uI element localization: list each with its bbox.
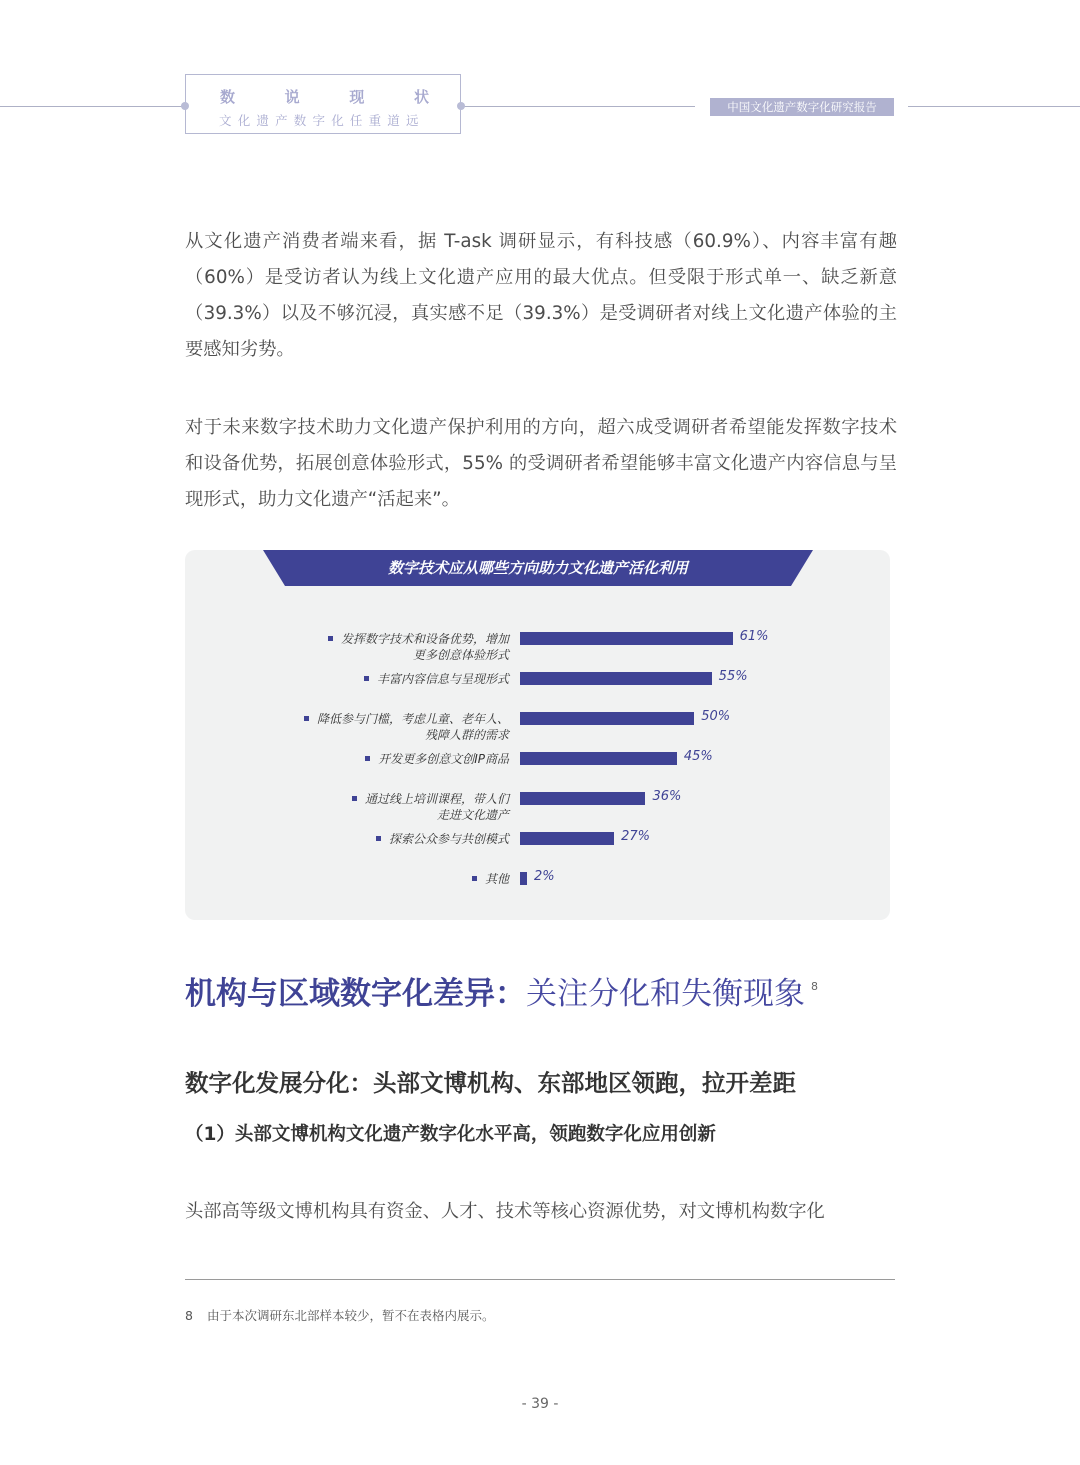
footnote-ref[interactable]: 8 [811,980,818,993]
paragraph-consumer-view: 从文化遗产消费者端来看，据 T-ask 调研显示，有科技感（60.9%）、内容丰富有趣（60%）是受访者认为线上文化遗产应用的最大优点。但受限于形式单一、缺乏新意（39.3%）以及不够沉浸，真实感不足（39.3%）是受调研者对线上文化遗产体验的主要感知劣势。 [185,231,897,360]
subheading: 数字化发展分化：头部文博机构、东部地区领跑，拉开差距 [185,1069,796,1097]
paragraph-future-direction: 对于未来数字技术助力文化遗产保护利用的方向，超六成受调研者希望能发挥数字技术和设备优势，拓展创意体验形式，55% 的受调研者希望能够丰富文化遗产内容信息与呈现形式，助力文化遗产“活起来”。 [185,417,897,510]
bar-category-line: 丰富内容信息与呈现形式 [299,671,509,687]
header-title-char: 数 [220,88,237,106]
header-subtitle: 文化遗产数字化任重道远 [219,113,425,128]
bar-category-line: 发挥数字技术和设备优势，增加 [299,631,509,647]
bar [520,792,645,805]
bar-category-line: 更多创意体验形式 [412,648,509,662]
section-heading-bold: 机构与区域数字化差异： [185,976,526,1012]
bar-value-label: 61% [739,629,769,644]
bar-category-label [299,831,509,847]
footnote-divider [185,1279,895,1280]
bullet-icon [364,676,369,681]
bar [520,832,614,845]
section-heading [185,968,818,1013]
bar-value-label: 27% [621,829,650,844]
bar-category-line: 降低参与门槛，考虑儿童、老年人、 [299,711,509,727]
bar-value-label: 2% [533,869,555,884]
section-heading-normal: 关注分化和失衡现象 [526,976,805,1012]
bar-value-label: 50% [701,709,731,724]
header-title-char: 状 [413,88,430,106]
subsubheading: （1）头部文博机构文化遗产数字化水平高，领跑数字化应用创新 [185,1124,716,1145]
chart-title: 数字技术应从哪些方向助力文化遗产活化利用 [387,559,688,577]
chart-panel [185,550,890,920]
header-rule-right [908,106,1080,107]
bullet-icon [328,636,333,641]
bar-category-line: 残障人群的需求 [424,728,509,742]
bar-category-label [299,751,509,767]
bar-category-label [299,671,509,687]
header-dot-left [181,102,189,110]
bar-category-line: 开发更多创意文创IP商品 [299,751,509,767]
bar [520,752,677,765]
header-dot-right [457,102,465,110]
bullet-icon [376,836,381,841]
page-number: - 39 - [521,1396,559,1412]
header-rule-middle [463,106,695,107]
bar-value-label: 55% [718,669,748,684]
bar-value-label: 45% [683,749,713,764]
bar-category-line: 其他 [299,871,509,887]
bar-category-label [299,791,509,823]
bar [520,872,527,885]
footnote [185,1306,494,1324]
bar [520,712,694,725]
report-tag: 中国文化遗产数字化研究报告 [710,98,894,116]
bullet-icon [472,876,477,881]
bar [520,672,712,685]
bullet-icon [365,756,370,761]
bullet-icon [352,796,357,801]
paragraph-head-institutions: 头部高等级文博机构具有资金、人才、技术等核心资源优势，对文博机构数字化 [185,1201,825,1222]
header-title-char: 说 [284,88,301,106]
bar-category-line: 探索公众参与共创模式 [299,831,509,847]
bar-category-label [299,711,509,743]
bar-category-line: 走进文化遗产 [436,808,509,822]
header-title [200,86,450,107]
footnote-number: 8 [185,1308,193,1323]
bar-category-line: 通过线上培训课程，带人们 [299,791,509,807]
bar-value-label: 36% [652,789,682,804]
bar-category-label [299,871,509,887]
footnote-text: 由于本次调研东北部样本较少，暂不在表格内展示。 [206,1308,495,1323]
header-rule-left [0,106,186,107]
bullet-icon [304,716,309,721]
bar-category-label [299,631,509,663]
header-title-char: 现 [349,88,366,106]
bar [520,632,733,645]
